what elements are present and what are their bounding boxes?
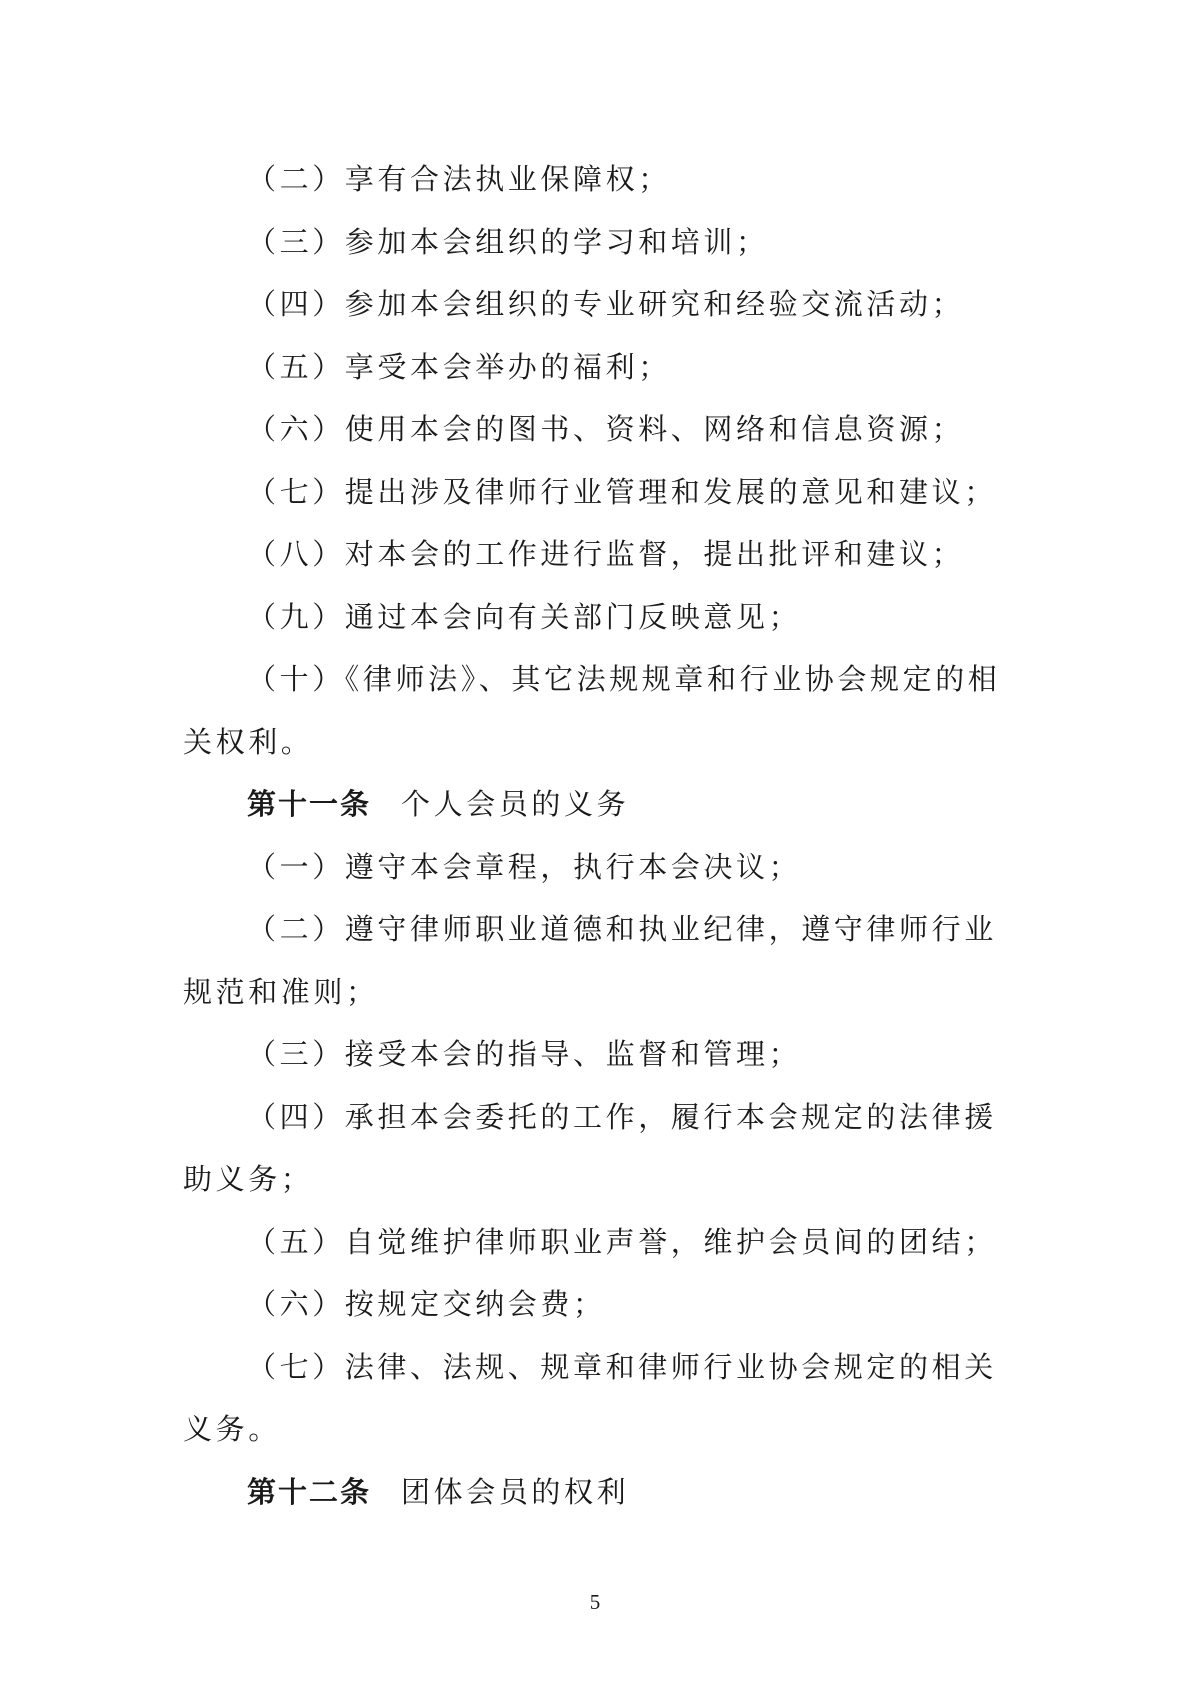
paragraph: （一）遵守本会章程，执行本会决议； — [247, 849, 802, 884]
paragraph: （三）参加本会组织的学习和培训； — [247, 224, 769, 259]
paragraph: （九）通过本会向有关部门反映意见； — [247, 599, 802, 634]
article-number: 第十一条 — [247, 787, 372, 821]
paragraph: （六）按规定交纳会费； — [247, 1287, 606, 1321]
paragraph: （七）法律、法规、规章和律师行业协会规定的相关义务。 — [183, 1349, 997, 1446]
paragraph: （二）享有合法执业保障权； — [247, 162, 671, 196]
article-number: 第十二条 — [247, 1474, 372, 1509]
paragraph: （八）对本会的工作进行监督，提出批评和建议； — [247, 537, 965, 571]
article-title: 团体会员的权利 — [401, 1474, 630, 1509]
paragraph: （六）使用本会的图书、资料、网络和信息资源； — [247, 412, 965, 446]
paragraph: （四）参加本会组织的专业研究和经验交流活动； — [247, 287, 965, 321]
page-content — [183, 148, 1013, 1523]
paragraph: （五）享受本会举办的福利； — [247, 349, 671, 384]
article-title: 个人会员的义务 — [401, 787, 630, 821]
paragraph: （三）接受本会的指导、监督和管理； — [247, 1037, 802, 1071]
paragraph: （五）自觉维护律师职业声誉，维护会员间的团结； — [247, 1224, 997, 1259]
paragraph: （四）承担本会委托的工作，履行本会规定的法律援助义务； — [183, 1099, 997, 1196]
page-number: 5 — [589, 1590, 601, 1614]
paragraph: （七）提出涉及律师行业管理和发展的意见和建议； — [247, 474, 997, 509]
paragraph: （十）《律师法》、其它法规规章和行业协会规定的相关权利。 — [183, 662, 1001, 759]
article-heading-11 — [183, 773, 1013, 836]
paragraph: （二）遵守律师职业道德和执业纪律，遵守律师行业规范和准则； — [183, 912, 997, 1009]
article-heading-12 — [183, 1461, 1013, 1524]
